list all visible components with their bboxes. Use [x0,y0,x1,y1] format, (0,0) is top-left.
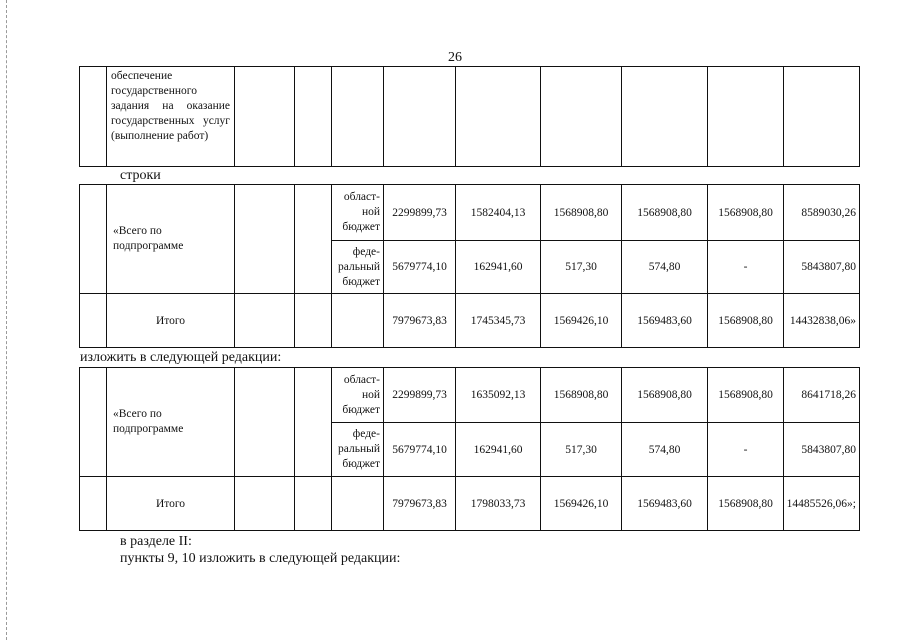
cell-empty [80,477,107,531]
value-cell: 2299899,73 [384,185,456,241]
total-label: Итого [107,294,235,348]
cell-empty [80,368,107,477]
value-cell: 517,30 [541,423,622,477]
cell-empty [235,477,295,531]
cell-empty [456,67,541,167]
page-number: 26 [448,50,462,65]
text-stroki: строки [120,168,161,183]
value-cell: - [708,423,784,477]
table-new-version [79,367,860,531]
total-label: Итого [107,477,235,531]
value-cell: 1569483,60 [622,477,708,531]
value-cell: 1568908,80 [622,368,708,423]
value-cell: 5679774,10 [384,241,456,294]
value-cell: 1582404,13 [456,185,541,241]
value-cell: 1635092,13 [456,368,541,423]
budget-source-regional: област-ной бюджет [332,368,384,423]
value-cell: 2299899,73 [384,368,456,423]
value-cell: 5843807,80 [784,241,860,294]
cell-empty [332,477,384,531]
cell-empty [784,67,860,167]
value-cell: 7979673,83 [384,294,456,348]
value-cell: 1568908,80 [708,294,784,348]
cell-empty [295,185,332,294]
cell-empty [541,67,622,167]
cell-empty [384,67,456,167]
value-cell: 14485526,06»; [784,477,860,531]
value-cell: 1568908,80 [708,477,784,531]
value-cell: 7979673,83 [384,477,456,531]
value-cell: 14432838,06» [784,294,860,348]
cell-empty [235,294,295,348]
cell-empty [80,294,107,348]
text-punkty: пункты 9, 10 изложить в следующей редакции: [120,551,401,566]
budget-source-regional: област-ной бюджет [332,185,384,241]
value-cell: - [708,241,784,294]
cell-empty [80,67,107,167]
value-cell: 574,80 [622,423,708,477]
value-cell: 1568908,80 [541,185,622,241]
cell-empty [235,185,295,294]
cell-empty [235,368,295,477]
text-izlozhit: изложить в следующей редакции: [80,350,282,365]
cell-empty [295,368,332,477]
value-cell: 8641718,26 [784,368,860,423]
text-razdel: в разделе II: [120,534,192,549]
value-cell: 5679774,10 [384,423,456,477]
value-cell: 1568908,80 [708,185,784,241]
value-cell: 1569426,10 [541,477,622,531]
value-cell: 1568908,80 [541,368,622,423]
cell-description: обеспечение государственного задания на оказание государственных услуг (выполнение работ) [107,67,235,167]
value-cell: 1568908,80 [708,368,784,423]
value-cell: 517,30 [541,241,622,294]
page-margin-line [6,0,7,640]
value-cell: 8589030,26 [784,185,860,241]
cell-empty [295,477,332,531]
cell-empty [295,67,332,167]
cell-empty [332,67,384,167]
table-row [80,294,860,348]
table-row [80,368,860,423]
budget-source-federal: феде-ральный бюджет [332,423,384,477]
cell-empty [332,294,384,348]
program-total-label: «Всего по подпрограмме [107,368,235,477]
cell-empty [622,67,708,167]
table-row [80,185,860,241]
value-cell: 1798033,73 [456,477,541,531]
cell-empty [708,67,784,167]
program-total-label: «Всего по подпрограмме [107,185,235,294]
value-cell: 5843807,80 [784,423,860,477]
value-cell: 1569483,60 [622,294,708,348]
cell-empty [295,294,332,348]
cell-empty [80,185,107,294]
value-cell: 574,80 [622,241,708,294]
value-cell: 1568908,80 [622,185,708,241]
value-cell: 162941,60 [456,241,541,294]
value-cell: 1745345,73 [456,294,541,348]
value-cell: 162941,60 [456,423,541,477]
budget-source-federal: феде-ральный бюджет [332,241,384,294]
table-row [80,477,860,531]
cell-empty [235,67,295,167]
table-continuation [79,66,860,167]
value-cell: 1569426,10 [541,294,622,348]
table-old-version [79,184,860,348]
